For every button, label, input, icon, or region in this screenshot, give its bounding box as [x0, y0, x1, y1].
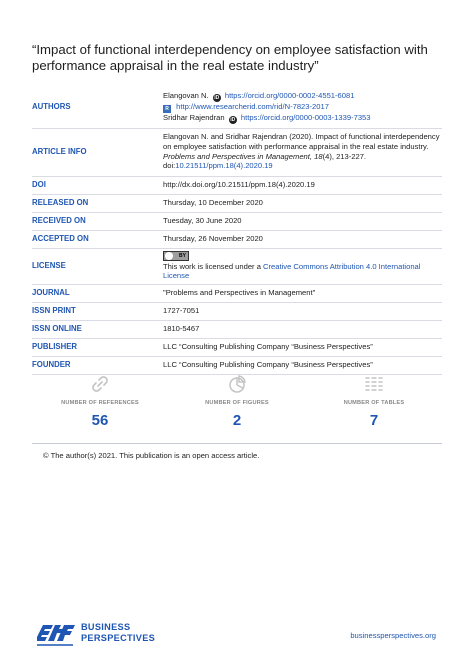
author-2-orcid-link[interactable]: https://orcid.org/0000-0003-1339-7353 — [240, 112, 371, 122]
value-journal: "Problems and Perspectives in Management" — [163, 284, 442, 302]
label-received-on: RECEIVED ON — [32, 212, 163, 230]
label-publisher: PUBLISHER — [32, 338, 163, 356]
row-doi — [32, 176, 442, 194]
row-authors — [32, 88, 442, 128]
row-released-on — [32, 194, 442, 212]
publisher-website-link[interactable]: businessperspectives.org — [350, 631, 436, 640]
citation-doi-prefix: doi: — [163, 161, 176, 171]
row-received-on — [32, 212, 442, 230]
row-founder — [32, 356, 442, 374]
label-accepted-on: ACCEPTED ON — [32, 230, 163, 248]
author-1-researcherid-link[interactable]: http://www.researcherid.com/rid/N-7823-2017 — [176, 101, 329, 111]
value-received-on: Tuesday, 30 June 2020 — [163, 212, 442, 230]
article-metadata-table — [32, 88, 442, 375]
author-2-name: Sridhar Rajendran — [163, 112, 225, 122]
stat-references — [32, 374, 168, 429]
figures-count: 2 — [232, 412, 242, 429]
row-issn-online — [32, 320, 442, 338]
label-released-on: RELEASED ON — [32, 194, 163, 212]
citation-doi-link[interactable]: 10.21511/ppm.18(4).2020.19 — [175, 161, 273, 171]
references-label: NUMBER OF REFERENCES — [61, 400, 139, 406]
row-article-info — [32, 128, 442, 176]
link-icon — [90, 374, 110, 394]
table-icon — [364, 374, 384, 394]
label-journal: JOURNAL — [32, 284, 163, 302]
references-count: 56 — [91, 412, 109, 429]
article-title: “Impact of functional interdependency on employee satisfaction with performance appraisal in the real estate industry” — [32, 42, 428, 73]
row-journal — [32, 284, 442, 302]
citation-issue: (4), 213-227. — [322, 151, 367, 161]
license-link[interactable]: Creative Commons Attribution 4.0 International License — [163, 261, 421, 281]
label-authors: AUTHORS — [32, 88, 163, 128]
article-stats — [32, 374, 442, 432]
value-publisher: LLC “Consulting Publishing Company “Business Perspectives” — [163, 338, 442, 356]
business-perspectives-logo-icon — [37, 621, 77, 649]
stat-figures — [169, 374, 305, 429]
label-article-info: ARTICLE INFO — [32, 128, 163, 176]
value-article-info — [163, 128, 442, 176]
cc-badge-text: BY — [179, 252, 186, 259]
label-issn-print: ISSN PRINT — [32, 302, 163, 320]
citation-journal: Problems and Perspectives in Management, 18 — [163, 151, 323, 161]
value-doi[interactable]: http://dx.doi.org/10.21511/ppm.18(4).2020.19 — [163, 176, 442, 194]
copyright-notice: © The author(s) 2021. This publication is an open access article. — [43, 451, 260, 460]
logo-line-1: BUSINESS — [81, 622, 131, 632]
value-issn-print: 1727-7051 — [163, 302, 442, 320]
publisher-logo[interactable] — [37, 621, 167, 651]
pie-chart-icon — [227, 374, 247, 394]
tables-count: 7 — [369, 412, 379, 429]
row-publisher — [32, 338, 442, 356]
row-license — [32, 248, 442, 284]
value-founder: LLC “Consulting Publishing Company “Business Perspectives” — [163, 356, 442, 374]
row-accepted-on — [32, 230, 442, 248]
stat-tables — [306, 374, 442, 429]
citation-text: Elangovan N. and Sridhar Rajendran (2020). Impact of functional interdependency on employee satisfaction with performance appraisal in the real estate industry. — [163, 132, 440, 151]
value-issn-online: 1810-5467 — [163, 320, 442, 338]
orcid-icon: iD — [230, 116, 236, 123]
license-text: This work is licensed under a — [163, 261, 264, 271]
researcherid-icon: R — [163, 105, 171, 113]
logo-wordmark — [81, 622, 155, 644]
value-released-on: Thursday, 10 December 2020 — [163, 194, 442, 212]
tables-label: NUMBER OF TABLES — [343, 400, 405, 406]
section-divider — [32, 443, 442, 444]
label-issn-online: ISSN ONLINE — [32, 320, 163, 338]
label-founder: FOUNDER — [32, 356, 163, 374]
value-accepted-on: Thursday, 26 November 2020 — [163, 230, 442, 248]
label-license: LICENSE — [32, 248, 163, 284]
author-1-name: Elangovan N. — [163, 90, 209, 100]
value-license — [163, 248, 442, 284]
cc-by-badge-icon[interactable] — [163, 251, 189, 261]
author-1-orcid-link[interactable]: https://orcid.org/0000-0002-4551-6081 — [224, 90, 355, 100]
row-issn-print — [32, 302, 442, 320]
logo-line-2: PERSPECTIVES — [81, 633, 156, 643]
figures-label: NUMBER OF FIGURES — [205, 400, 269, 406]
label-doi: DOI — [32, 176, 163, 194]
orcid-icon: iD — [214, 94, 220, 101]
value-authors — [163, 88, 442, 128]
